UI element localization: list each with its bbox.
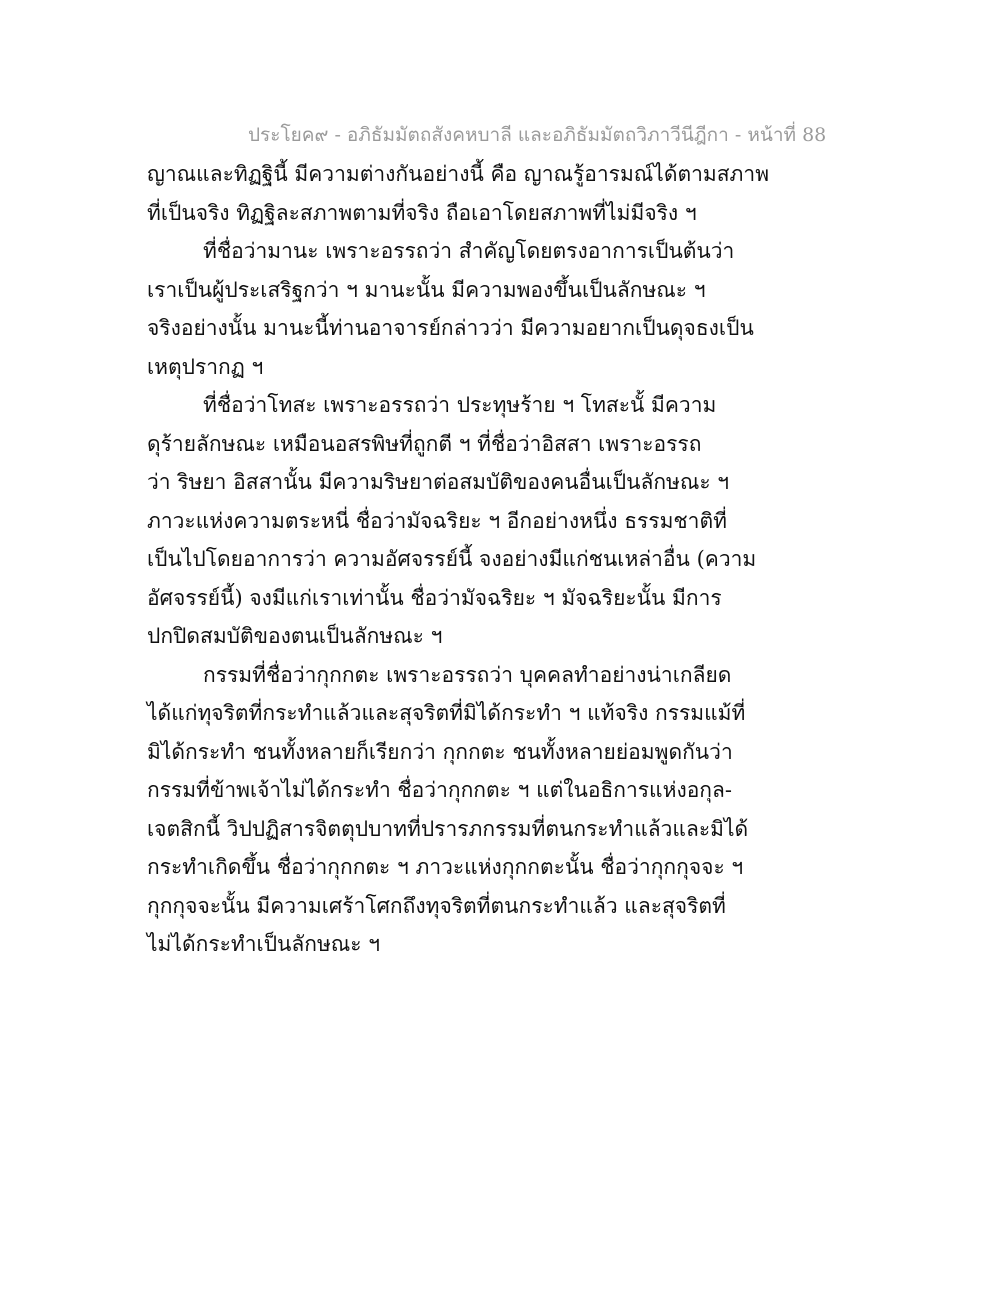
text-line: ดุร้ายลักษณะ เหมือนอสรพิษที่ถูกตี ฯ ที่ชื่อว่าอิสสา เพราะอรรถ — [147, 431, 702, 456]
text-line: ไม่ได้กระทำเป็นลักษณะ ฯ — [147, 932, 381, 956]
text-line: เราเป็นผู้ประเสริฐกว่า ฯ มานะนั้น มีความพองขึ้นเป็นลักษณะ ฯ — [147, 277, 706, 302]
text-line: กระทำเกิดขึ้น ชื่อว่ากุกกตะ ฯ ภาวะแห่งกุกกตะนั้น ชื่อว่ากุกกุจจะ ฯ — [147, 855, 744, 879]
text-line: เป็นไปโดยอาการว่า ความอัศจรรย์นี้ จงอย่างมีแก่ชนเหล่าอื่น (ความ — [147, 547, 757, 571]
page-header: ประโยค๙ - อภิธัมมัตถสังคหบาลี และอภิธัมมัตถวิภาวีนีฎีกา - หน้าที่ 88 — [248, 124, 827, 146]
text-line: กุกกุจจะนั้น มีความเศร้าโศกถึงทุจริตที่ตนกระทำแล้ว และสุจริตที่ — [147, 893, 726, 918]
text-line: อัศจรรย์นี้) จงมีแก่เราเท่านั้น ชื่อว่ามัจฉริยะ ฯ มัจฉริยะนั้น มีการ — [147, 585, 722, 610]
document-body — [147, 155, 770, 964]
text-line: กรรมที่ข้าพเจ้าไม่ได้กระทำ ชื่อว่ากุกกตะ ฯ แต่ในอธิการแห่งอกุล- — [147, 778, 732, 802]
text-line: มิได้กระทำ ชนทั้งหลายก็เรียกว่า กุกกตะ ชนทั้งหลายย่อมพูดกันว่า — [147, 739, 733, 764]
text-line: เจตสิกนี้ วิปปฏิสารจิตตุปบาทที่ปรารภกรรมที่ตนกระทำแล้วและมิได้ — [147, 816, 749, 841]
text-line: ว่า ริษยา อิสสานั้น มีความริษยาต่อสมบัติของคนอื่นเป็นลักษณะ ฯ — [147, 470, 730, 494]
text-line: ที่เป็นจริง ทิฏฐิละสภาพตามที่จริง ถือเอาโดยสภาพที่ไม่มีจริง ฯ — [147, 200, 697, 225]
text-line: ปกปิดสมบัติของตนเป็นลักษณะ ฯ — [147, 624, 443, 648]
text-line: ได้แก่ทุจริตที่กระทำแล้วและสุจริตที่มิได้กระทำ ฯ แท้จริง กรรมแม้ที่ — [147, 701, 746, 725]
text-line: จริงอย่างนั้น มานะนี้ท่านอาจารย์กล่าวว่า มีความอยากเป็นดุจธงเป็น — [147, 316, 754, 340]
text-line: ญาณและทิฏฐินี้ มีความต่างกันอย่างนี้ คือ ญาณรู้อารมณ์ได้ตามสภาพ — [147, 162, 770, 186]
text-line: เหตุปรากฏ ฯ — [147, 354, 264, 379]
paragraph-first-line: ที่ชื่อว่ามานะ เพราะอรรถว่า สำคัญโดยตรงอาการเป็นต้นว่า — [203, 239, 735, 263]
paragraph-first-line: ที่ชื่อว่าโทสะ เพราะอรรถว่า ประทุษร้าย ฯ โทสะนั้ มีความ — [203, 393, 717, 417]
paragraph-first-line: กรรมที่ชื่อว่ากุกกตะ เพราะอรรถว่า บุคคลทำอย่างน่าเกลียด — [203, 662, 732, 687]
text-line: ภาวะแห่งความตระหนี่ ชื่อว่ามัจฉริยะ ฯ อีกอย่างหนึ่ง ธรรมชาติที่ — [147, 508, 727, 533]
